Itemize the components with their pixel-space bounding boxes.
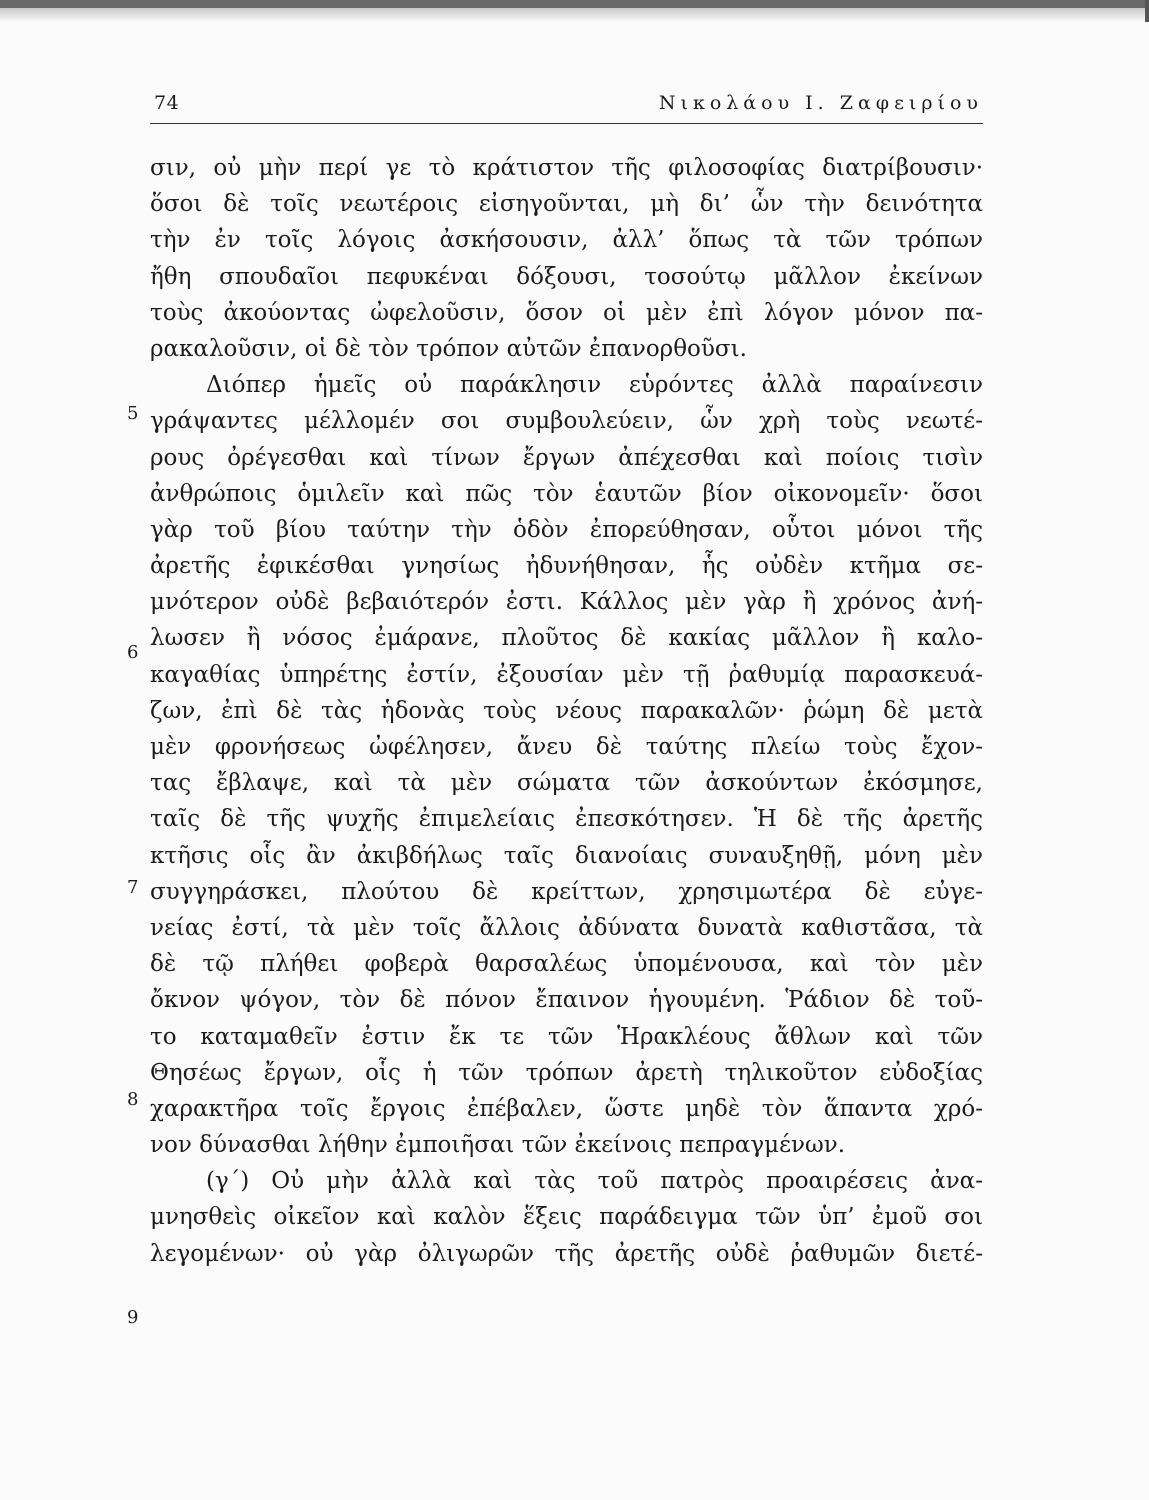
text-line: μνησθεὶς οἰκεῖον καὶ καλὸν ἕξεις παράδειγμα τῶν ὑπ’ ἐμοῦ σοι: [150, 1204, 983, 1231]
page-header: [150, 92, 983, 122]
text-line: μὲν φρονήσεως ὠφέλησεν, ἄνευ δὲ ταύτης πλείω τοὺς ἔχον-: [150, 734, 983, 760]
text-line: ἀρετῆς ἐφικέσθαι γνησίως ἠδυνήθησαν, ἧς οὐδὲν κτῆμα σε-: [150, 553, 983, 580]
text-line: γὰρ τοῦ βίου ταύτην τὴν ὁδὸν ἐπορεύθησαν, οὗτοι μόνοι τῆς: [150, 516, 983, 543]
section-number: 5: [127, 403, 139, 424]
text-line: νον δύνασθαι λήθην ἐμποιῆσαι τῶν ἐκείνοις πεπραγμένων.: [150, 1132, 846, 1159]
text-line: ταῖς δὲ τῆς ψυχῆς ἐπιμελείαις ἐπεσκότησεν. Ἡ δὲ τῆς ἀρετῆς: [150, 806, 983, 833]
text-line: ζων, ἐπὶ δὲ τὰς ἡδονὰς τοὺς νέους παρακαλῶν· ῥώμη δὲ μετὰ: [150, 697, 983, 724]
running-title: Νικολάου Ι. Ζαφειρίου: [658, 92, 983, 114]
text-line: ἀνθρώποις ὁμιλεῖν καὶ πῶς τὸν ἑαυτῶν βίον οἰκονομεῖν· ὅσοι: [150, 480, 983, 507]
text-line: σιν, οὐ μὴν περί γε τὸ κράτιστον τῆς φιλοσοφίας διατρίβουσιν·: [150, 155, 983, 181]
text-line: τοὺς ἀκούοντας ὠφελοῦσιν, ὅσον οἱ μὲν ἐπὶ λόγον μόνον πα-: [150, 299, 983, 326]
text-line: τὴν ἐν τοῖς λόγοις ἀσκήσουσιν, ἀλλ’ ὅπως τὰ τῶν τρόπων: [150, 227, 983, 254]
text-line: ἤθη σπουδαῖοι πεφυκέναι δόξουσι, τοσούτῳ μᾶλλον ἐκείνων: [150, 263, 983, 290]
header-rule: [150, 123, 983, 124]
text-line: λωσεν ἢ νόσος ἐμάρανε, πλοῦτος δὲ κακίας μᾶλλον ἢ καλο-: [150, 625, 983, 652]
text-line: ρακαλοῦσιν, οἱ δὲ τὸν τρόπον αὐτῶν ἐπανορθοῦσι.: [150, 335, 747, 362]
text-line: μνότερον οὐδὲ βεβαιότερόν ἐστι. Κάλλος μὲν γὰρ ἢ χρόνος ἀνή-: [150, 589, 983, 616]
text-line: καγαθίας ὑπηρέτης ἐστίν, ἐξουσίαν μὲν τῇ ῥαθυμίᾳ παρασκευά-: [150, 661, 983, 688]
text-line: νείας ἐστί, τὰ μὲν τοῖς ἄλλοις ἀδύνατα δυνατὰ καθιστᾶσα, τὰ: [150, 914, 983, 941]
text-line: χαρακτῆρα τοῖς ἔργοις ἐπέβαλεν, ὥστε μηδὲ τὸν ἅπαντα χρό-: [150, 1095, 983, 1122]
text-line: δὲ τῷ πλήθει φοβερὰ θαρσαλέως ὑπομένουσα, καὶ τὸν μὲν: [150, 951, 983, 978]
section-number: 8: [127, 1089, 139, 1110]
text-line: (γ΄) Οὐ μὴν ἀλλὰ καὶ τὰς τοῦ πατρὸς προαιρέσεις ἀνα-: [206, 1168, 983, 1195]
text-line: ὄκνον ψόγον, τὸν δὲ πόνον ἔπαινον ἡγουμένη. Ῥάδιον δὲ τοῦ-: [150, 987, 983, 1014]
section-number: 6: [127, 642, 139, 663]
scan-right-edge: [1145, 0, 1149, 22]
text-line: λεγομένων· οὐ γὰρ ὀλιγωρῶν τῆς ἀρετῆς οὐδὲ ῥαθυμῶν διετέ-: [150, 1240, 983, 1267]
text-line: συγγηράσκει, πλούτου δὲ κρείττων, χρησιμωτέρα δὲ εὐγε-: [150, 878, 983, 905]
text-line: ὅσοι δὲ τοῖς νεωτέροις εἰσηγοῦνται, μὴ δι’ ὧν τὴν δεινότητα: [150, 191, 983, 218]
text-line: Θησέως ἔργων, οἷς ἡ τῶν τρόπων ἀρετὴ τηλικοῦτον εὐδοξίας: [150, 1059, 983, 1086]
text-line: κτῆσις οἷς ἂν ἀκιβδήλως ταῖς διανοίαις συναυξηθῇ, μόνη μὲν: [150, 842, 983, 869]
text-line: γράψαντες μέλλομέν σοι συμβουλεύειν, ὧν χρὴ τοὺς νεωτέ-: [150, 408, 983, 435]
page-number: 74: [154, 92, 180, 114]
scan-top-shadow: [0, 8, 1149, 22]
text-line: τας ἔβλαψε, καὶ τὰ μὲν σώματα τῶν ἀσκούντων ἐκόσμησε,: [150, 770, 983, 797]
section-number: 9: [127, 1307, 139, 1328]
text-line: Διόπερ ἡμεῖς οὐ παράκλησιν εὑρόντες ἀλλὰ παραίνεσιν: [206, 372, 983, 399]
scan-top-edge: [0, 0, 1149, 8]
body-text: [150, 150, 983, 1272]
text-line: το καταμαθεῖν ἐστιν ἔκ τε τῶν Ἡρακλέους ἄθλων καὶ τῶν: [150, 1023, 983, 1050]
text-line: ρους ὀρέγεσθαι καὶ τίνων ἔργων ἀπέχεσθαι καὶ ποίοις τισὶν: [150, 444, 983, 471]
section-number: 7: [127, 877, 139, 898]
